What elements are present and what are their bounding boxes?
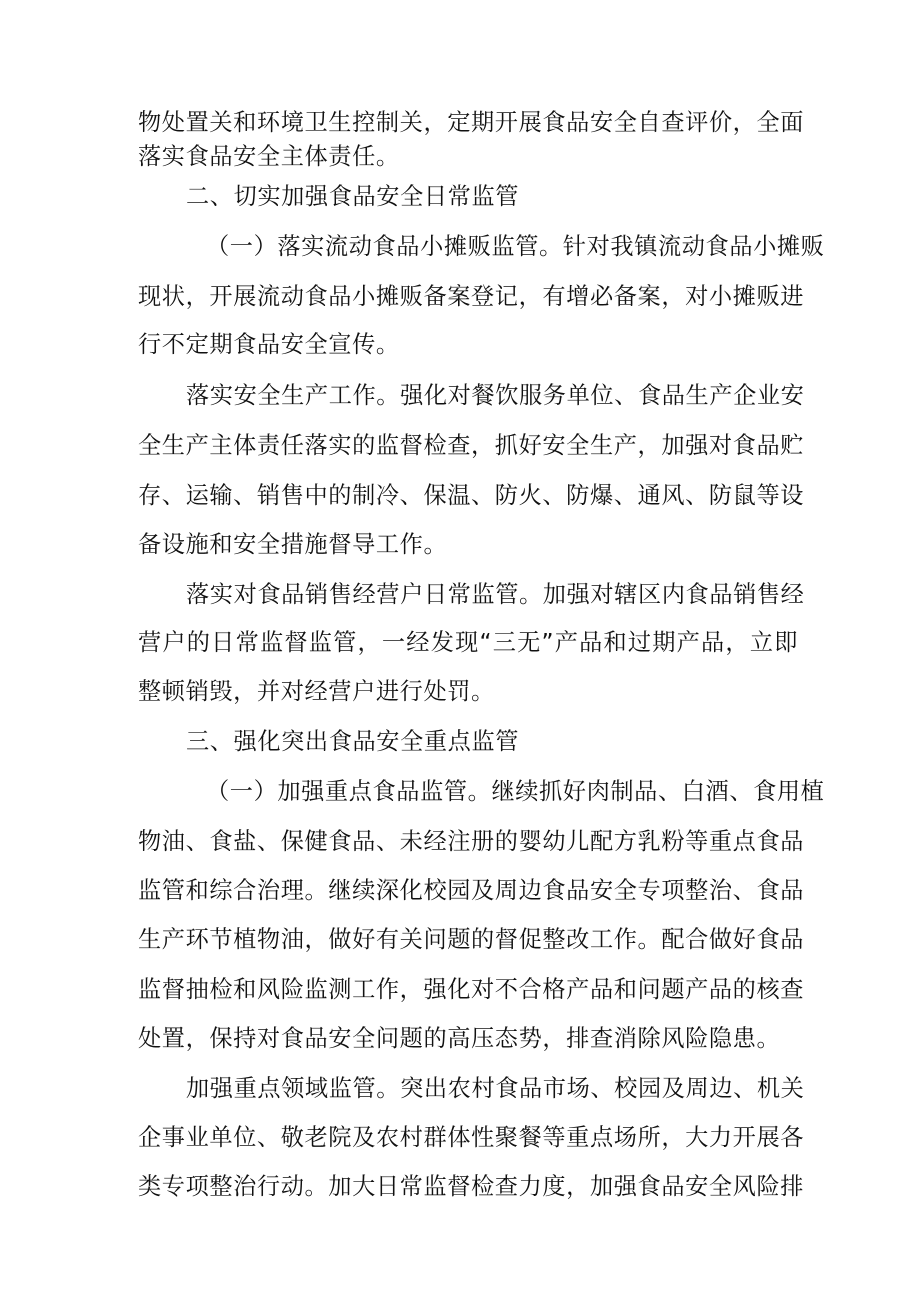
paragraph-line: 监督抽检和风险监测工作，强化对不合格产品和问题产品的核查 — [138, 976, 805, 1003]
paragraph-line: 监管和综合治理。继续深化校园及周边食品安全专项整治、食品 — [138, 877, 805, 904]
paragraph-line: 存、运输、销售中的制冷、保温、防火、防爆、通风、防鼠等设 — [138, 482, 805, 509]
paragraph-line: 企事业单位、敬老院及农村群体性聚餐等重点场所，大力开展各 — [138, 1124, 805, 1151]
paragraph-line: 全生产主体责任落实的监督检查，抓好安全生产，加强对食品贮 — [138, 432, 805, 459]
paragraph-line: 加强重点领域监管。突出农村食品市场、校园及周边、机关 — [186, 1075, 805, 1102]
paragraph-line: 处置，保持对食品安全问题的高压态势，排查消除风险隐患。 — [138, 1025, 781, 1052]
paragraph-line: 生产环节植物油，做好有关问题的督促整改工作。配合做好食品 — [138, 926, 805, 953]
paragraph-line: 现状，开展流动食品小摊贩备案登记，有增必备案，对小摊贩进 — [138, 283, 805, 310]
paragraph-line: 行不定期食品安全宣传。 — [138, 331, 400, 358]
paragraph-line: 落实食品安全主体责任。 — [138, 143, 400, 170]
paragraph-line: 落实对食品销售经营户日常监管。加强对辖区内食品销售经 — [186, 581, 805, 608]
paragraph-line: 备设施和安全措施督导工作。 — [138, 531, 448, 558]
paragraph-line: （一）落实流动食品小摊贩监管。针对我镇流动食品小摊贩 — [206, 233, 825, 260]
paragraph-line: 物油、食盐、保健食品、未经注册的婴幼儿配方乳粉等重点食品 — [138, 828, 805, 855]
section-heading: 二、切实加强食品安全日常监管 — [186, 183, 520, 210]
paragraph-line: 类专项整治行动。加大日常监督检查力度，加强食品安全风险排 — [138, 1173, 805, 1200]
paragraph-line: 营户的日常监督监管，一经发现“三无”产品和过期产品，立即 — [138, 629, 798, 656]
paragraph-line: 整顿销毁，并对经营户进行处罚。 — [138, 678, 495, 705]
paragraph-line: 物处置关和环境卫生控制关，定期开展食品安全自查评价，全面 — [138, 109, 805, 136]
section-heading: 三、强化突出食品安全重点监管 — [186, 728, 520, 755]
paragraph-line: （一）加强重点食品监管。继续抓好肉制品、白酒、食用植 — [206, 778, 825, 805]
paragraph-line: 落实安全生产工作。强化对餐饮服务单位、食品生产企业安 — [186, 382, 805, 409]
